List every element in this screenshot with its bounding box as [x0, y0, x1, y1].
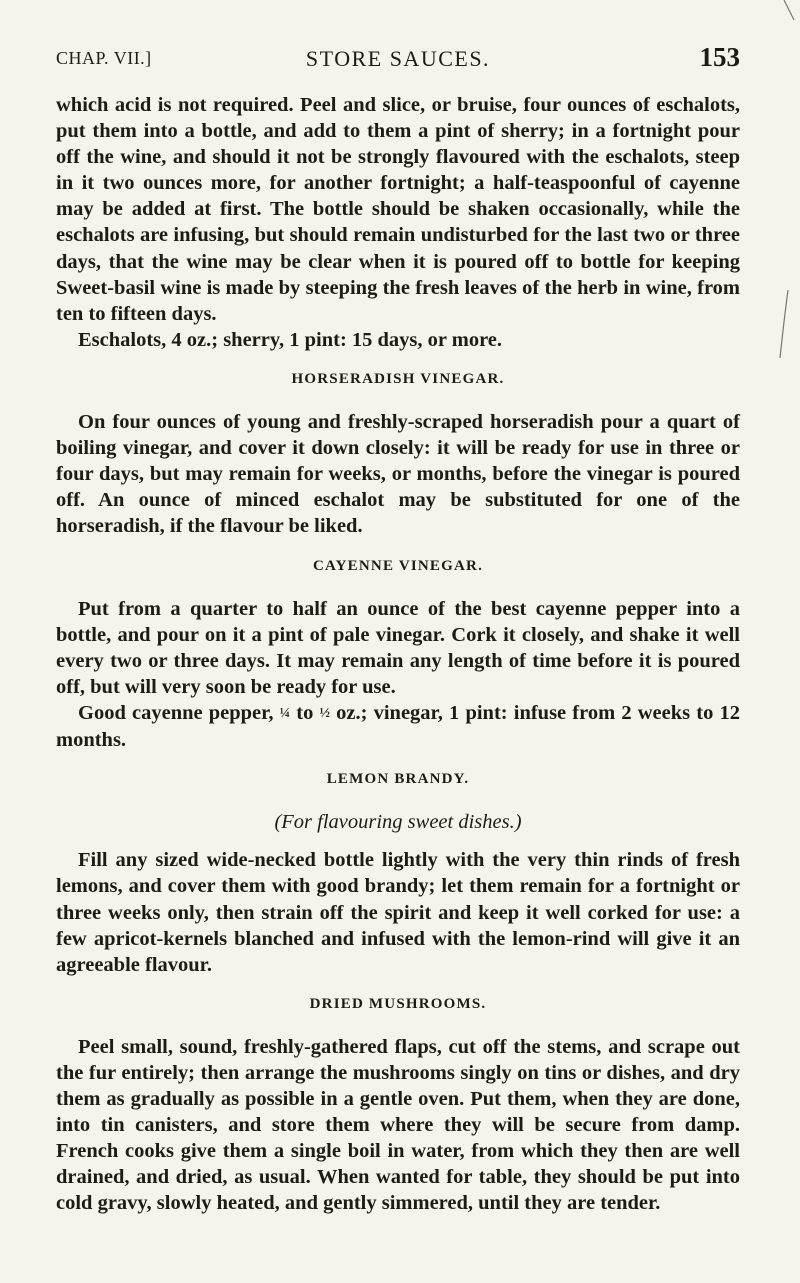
- section-heading-lemon-brandy: LEMON BRANDY.: [326, 771, 470, 788]
- chapter-label: CHAP. VII.]: [56, 48, 152, 68]
- lemon-brandy-subheading: (For flavouring sweet dishes.): [274, 811, 522, 834]
- continuation-paragraph: which acid is not required. Peel and slice, or bruise, four ounces of eschalots, put them into a bottle, and add to them a pint of sherry; in a fortnight pour off the wine, and should it not be strongly flavoured with the eschalots, steep in it two ounces more, for another fortnight; a half-teaspoonful of cayenne may be added at first. The bottle should be shaken occasionally, while the eschalots are infusing, but should remain undisturbed for the last two or three days, that the wine may be clear when it is poured off to bottle for keeping Sweet-basil wine is made by steeping the fresh leaves of the herb in wine, from ten to fifteen days.: [56, 94, 740, 325]
- fraction-half: ½: [319, 705, 331, 721]
- cayenne-vinegar-summary: [56, 700, 740, 753]
- section-heading-horseradish-vinegar: HORSERADISH VINEGAR.: [291, 370, 505, 387]
- margin-pencil-mark: [778, 290, 790, 360]
- running-title: STORE SAUCES.: [305, 46, 491, 71]
- section-heading-cayenne-vinegar: CAYENNE VINEGAR.: [312, 557, 484, 574]
- summary-text-to: to: [290, 701, 320, 724]
- corner-pencil-mark: [782, 0, 796, 22]
- fraction-quarter: ¼: [279, 705, 291, 721]
- lemon-brandy-paragraph: Fill any sized wide-necked bottle lightly with the very thin rinds of fresh lemons, and cover them with good brandy; let them remain for a fortnight or three weeks only, then strain off the spirit and keep it well corked for use: a few apricot-kernels blanched and infused with the lemon-rind will give it an agreeable flavour.: [56, 849, 740, 976]
- continuation-summary: Eschalots, 4 oz.; sherry, 1 pint: 15 days, or more.: [78, 328, 503, 351]
- page-body: [56, 92, 740, 1217]
- cayenne-vinegar-paragraph: Put from a quarter to half an ounce of the best cayenne pepper into a bottle, and pour on it a pint of pale vinegar. Cork it closely, and shake it well every two or three days. It may remain any length of time before it is poured off, but will very soon be ready for use.: [56, 597, 740, 698]
- dried-mushrooms-paragraph: Peel small, sound, freshly-gathered flaps, cut off the stems, and scrape out the fur entirely; then arrange the mushrooms singly on tins or dishes, and dry them as gradually as possible in a gentle oven. Put them, when they are done, into tin canisters, and store them where they will be secure from damp. French cooks give them a single boil in water, from which they then are well drained, and dried, as usual. When wanted for table, they should be put into cold gravy, slowly heated, and gently simmered, until they are tender.: [56, 1035, 740, 1215]
- summary-text-before: Good cayenne pepper,: [78, 701, 280, 724]
- section-heading-dried-mushrooms: DRIED MUSHROOMS.: [309, 995, 487, 1012]
- running-head: [56, 42, 740, 78]
- page-number: 153: [699, 42, 740, 72]
- horseradish-vinegar-paragraph: On four ounces of young and freshly-scraped horseradish pour a quart of boiling vinegar, and cover it down closely: it will be ready for use in three or four days, but may remain for weeks, or months, before the vinegar is poured off. An ounce of minced eschalot may be substituted for one of the horseradish, if the flavour be liked.: [56, 411, 740, 538]
- summary-text-after: oz.; vinegar, 1 pint: infuse from 2 weeks to 12 months.: [56, 701, 740, 752]
